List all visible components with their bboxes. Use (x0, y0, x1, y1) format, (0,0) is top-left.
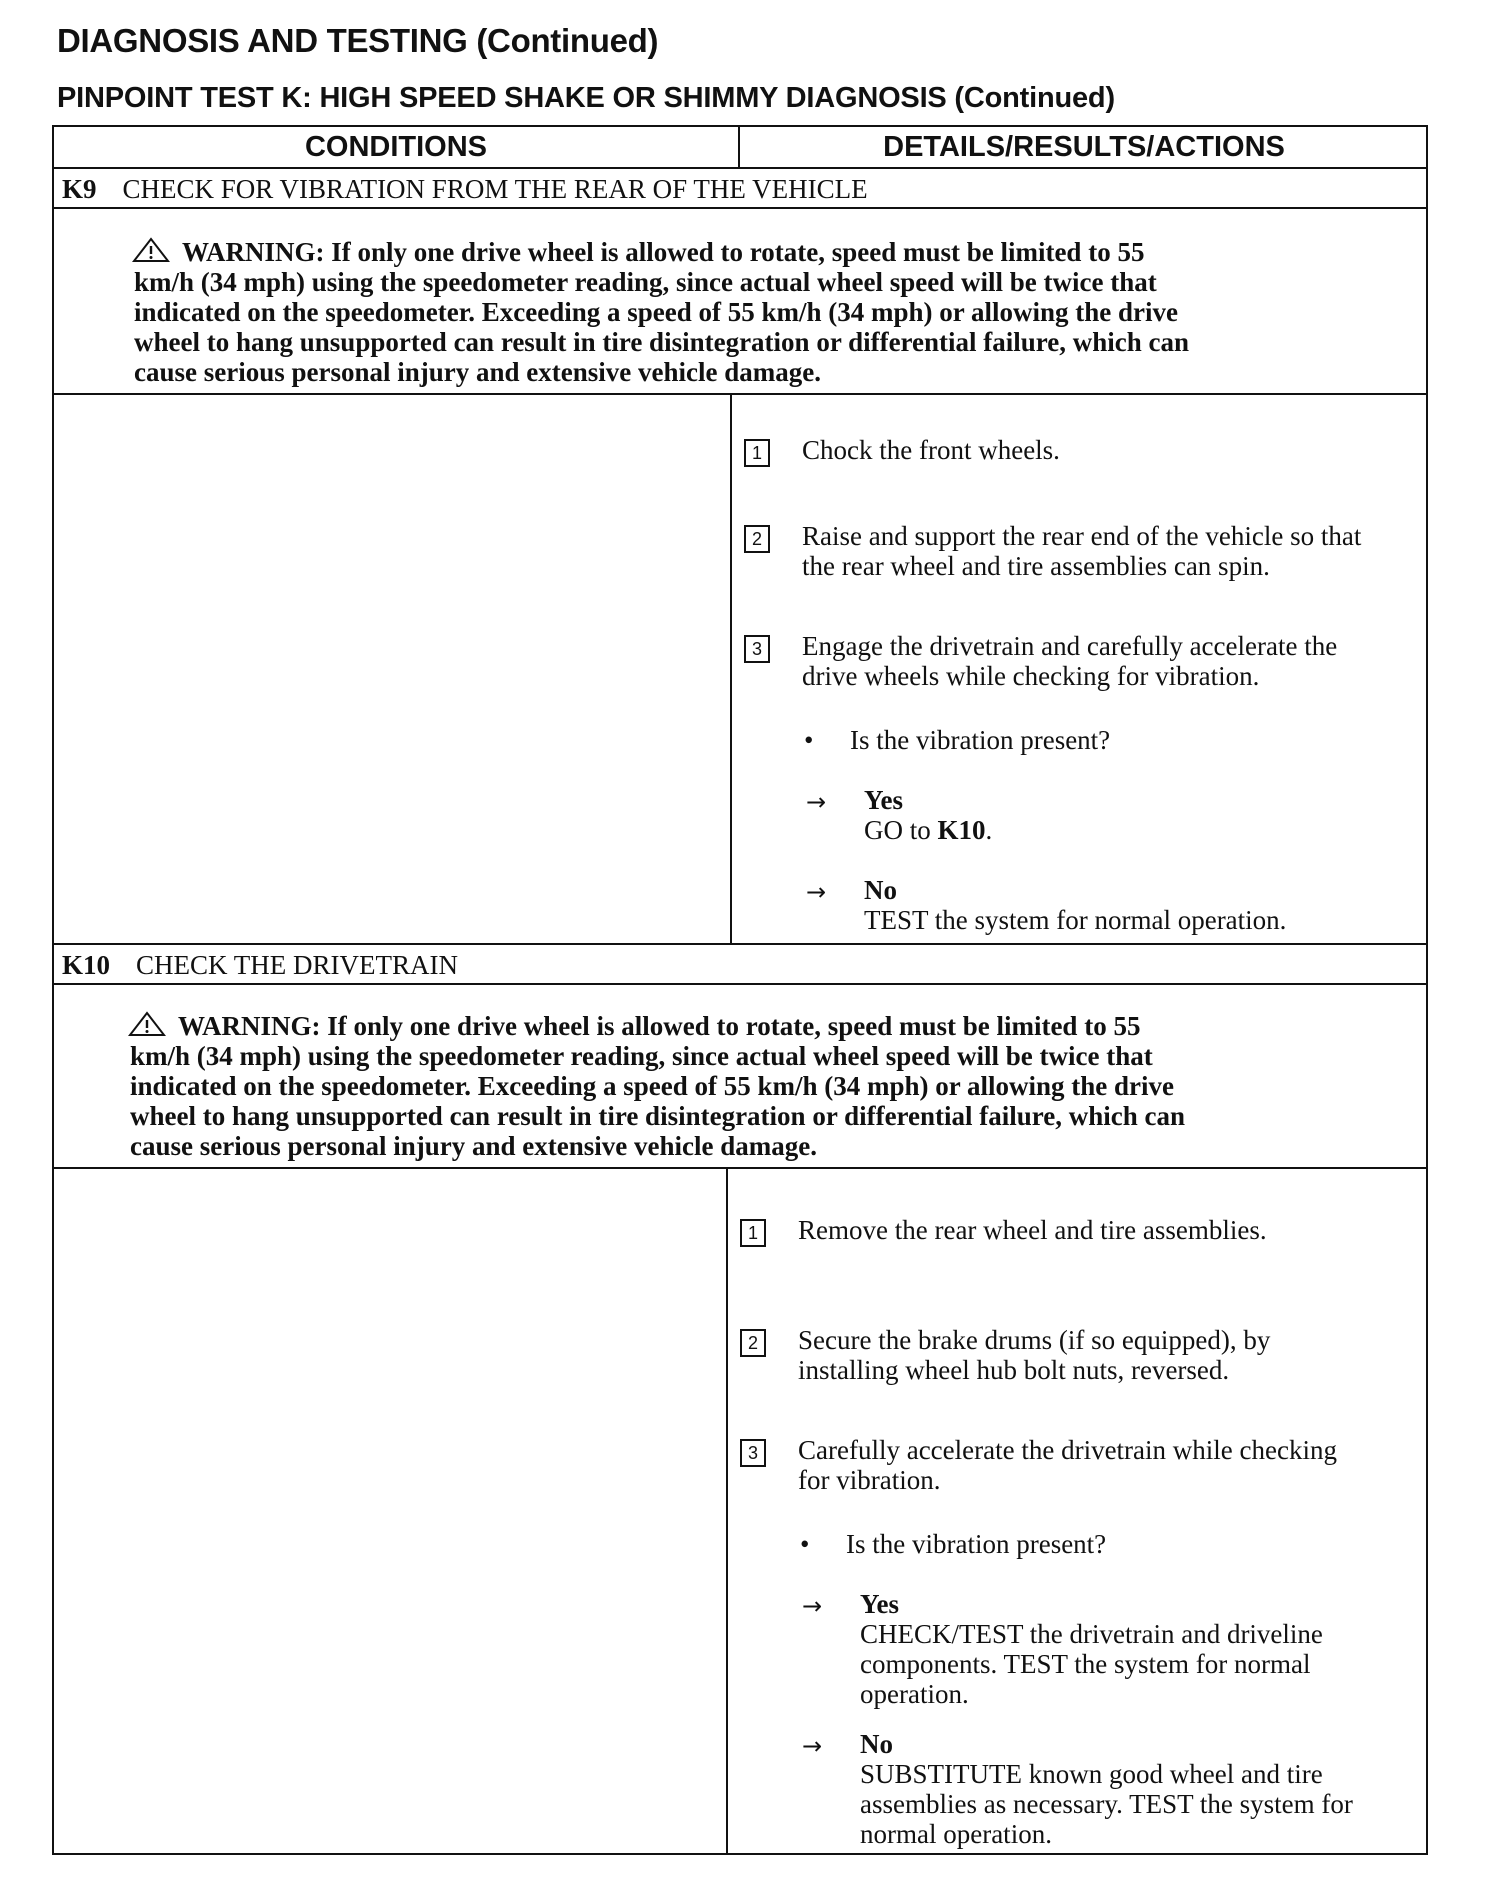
k10-no-action-line-1: SUBSTITUTE known good wheel and tire (860, 1759, 1323, 1789)
k9-yes-answer (864, 785, 992, 845)
k10-yes-action-line-2: components. TEST the system for normal (860, 1649, 1311, 1679)
k10-body-row (54, 1169, 1426, 1853)
table-header-row (54, 127, 1426, 169)
k9-no-action: TEST the system for normal operation. (864, 905, 1287, 935)
k9-step-heading-row (54, 169, 1426, 209)
k9-step-2-number: 2 (744, 525, 770, 553)
k9-step-title: CHECK FOR VIBRATION FROM THE REAR OF THE VEHICLE (122, 174, 868, 204)
k9-question: Is the vibration present? (850, 725, 1111, 755)
pinpoint-test-title: PINPOINT TEST K: HIGH SPEED SHAKE OR SHIMMY DIAGNOSIS (Continued) (57, 82, 1115, 114)
k9-warning (134, 237, 1189, 387)
column-divider (738, 127, 740, 169)
k10-no-answer (860, 1729, 1353, 1849)
k10-warning-line-5: cause serious personal injury and extensive vehicle damage. (130, 1131, 817, 1161)
k10-yes-arrow-icon: → (802, 1592, 823, 1620)
k10-step-1-text: Remove the rear wheel and tire assemblies. (798, 1215, 1267, 1245)
conditions-column-header: CONDITIONS (304, 131, 488, 163)
k10-step-id: K10 (62, 950, 111, 980)
k10-warning-line-4: wheel to hang unsupported can result in tire disintegration or differential failure, which can (130, 1101, 1186, 1131)
k10-step-2-text: Secure the brake drums (if so equipped), by installing wheel hub bolt nuts, reversed. (798, 1325, 1271, 1385)
k10-no-action-line-3: normal operation. (860, 1819, 1052, 1849)
k9-step-2-text: Raise and support the rear end of the vehicle so that the rear wheel and tire assemblies can spin. (802, 521, 1362, 581)
k10-yes-action-line-3: operation. (860, 1679, 969, 1709)
k9-step-3-number: 3 (744, 635, 770, 663)
k9-yes-label: Yes (864, 785, 903, 815)
k10-warning-line-3: indicated on the speedometer. Exceeding a speed of 55 km/h (34 mph) or allowing the drive (130, 1071, 1174, 1101)
k10-warning (130, 1011, 1185, 1161)
k10-question-bullet: • (800, 1529, 810, 1559)
k10-warning-line-1: WARNING: If only one drive wheel is allowed to rotate, speed must be limited to 55 (128, 1011, 1185, 1041)
k9-warning-line-5: cause serious personal injury and extensive vehicle damage. (134, 357, 821, 387)
k10-warning-line-2: km/h (34 mph) using the speedometer reading, since actual wheel speed will be twice that (130, 1041, 1153, 1071)
k9-step-1-number: 1 (744, 439, 770, 467)
k9-no-label: No (864, 875, 897, 905)
k9-warning-line-4: wheel to hang unsupported can result in tire disintegration or differential failure, which can (134, 327, 1190, 357)
k10-step-1-number: 1 (740, 1219, 766, 1247)
k10-question: Is the vibration present? (846, 1529, 1107, 1559)
k9-yes-action: GO to K10. (864, 815, 993, 845)
warning-triangle-icon (128, 1011, 166, 1037)
pinpoint-table (52, 125, 1428, 1855)
k10-no-label: No (860, 1729, 893, 1759)
k9-warning-line-3: indicated on the speedometer. Exceeding a speed of 55 km/h (34 mph) or allowing the drive (134, 297, 1178, 327)
k10-warning-row (54, 985, 1426, 1169)
k9-body-row (54, 395, 1426, 945)
warning-triangle-icon (132, 237, 170, 263)
details-column-header: DETAILS/RESULTS/ACTIONS (883, 131, 1285, 163)
k9-no-answer (864, 875, 1286, 935)
k9-column-divider (730, 395, 732, 943)
k10-column-divider (726, 1169, 728, 1853)
k10-step-3-number: 3 (740, 1439, 766, 1467)
section-title: DIAGNOSIS AND TESTING (Continued) (57, 22, 659, 59)
k9-step-1-text: Chock the front wheels. (802, 435, 1060, 465)
k10-step-2-number: 2 (740, 1329, 766, 1357)
k10-yes-action-line-1: CHECK/TEST the drivetrain and driveline (860, 1619, 1323, 1649)
k10-yes-answer (860, 1589, 1323, 1709)
k10-yes-label: Yes (860, 1589, 899, 1619)
k9-step-heading (62, 169, 868, 209)
k9-warning-row (54, 209, 1426, 395)
k9-step-3-text: Engage the drivetrain and carefully accelerate the drive wheels while checking for vibration. (802, 631, 1338, 691)
k9-no-arrow-icon: → (806, 878, 827, 906)
k9-warning-line-1: WARNING: If only one drive wheel is allowed to rotate, speed must be limited to 55 (132, 237, 1189, 267)
k10-no-arrow-icon: → (802, 1732, 823, 1760)
k10-no-action-line-2: assemblies as necessary. TEST the system for (860, 1789, 1353, 1819)
k10-step-3-text: Carefully accelerate the drivetrain while checking for vibration. (798, 1435, 1337, 1495)
k9-step-id: K9 (62, 174, 97, 204)
k10-step-title: CHECK THE DRIVETRAIN (136, 950, 458, 980)
k9-yes-arrow-icon: → (806, 788, 827, 816)
k10-step-heading-row (54, 945, 1426, 985)
k9-question-bullet: • (804, 725, 814, 755)
k9-warning-line-2: km/h (34 mph) using the speedometer reading, since actual wheel speed will be twice that (134, 267, 1157, 297)
k10-step-heading (62, 945, 458, 985)
